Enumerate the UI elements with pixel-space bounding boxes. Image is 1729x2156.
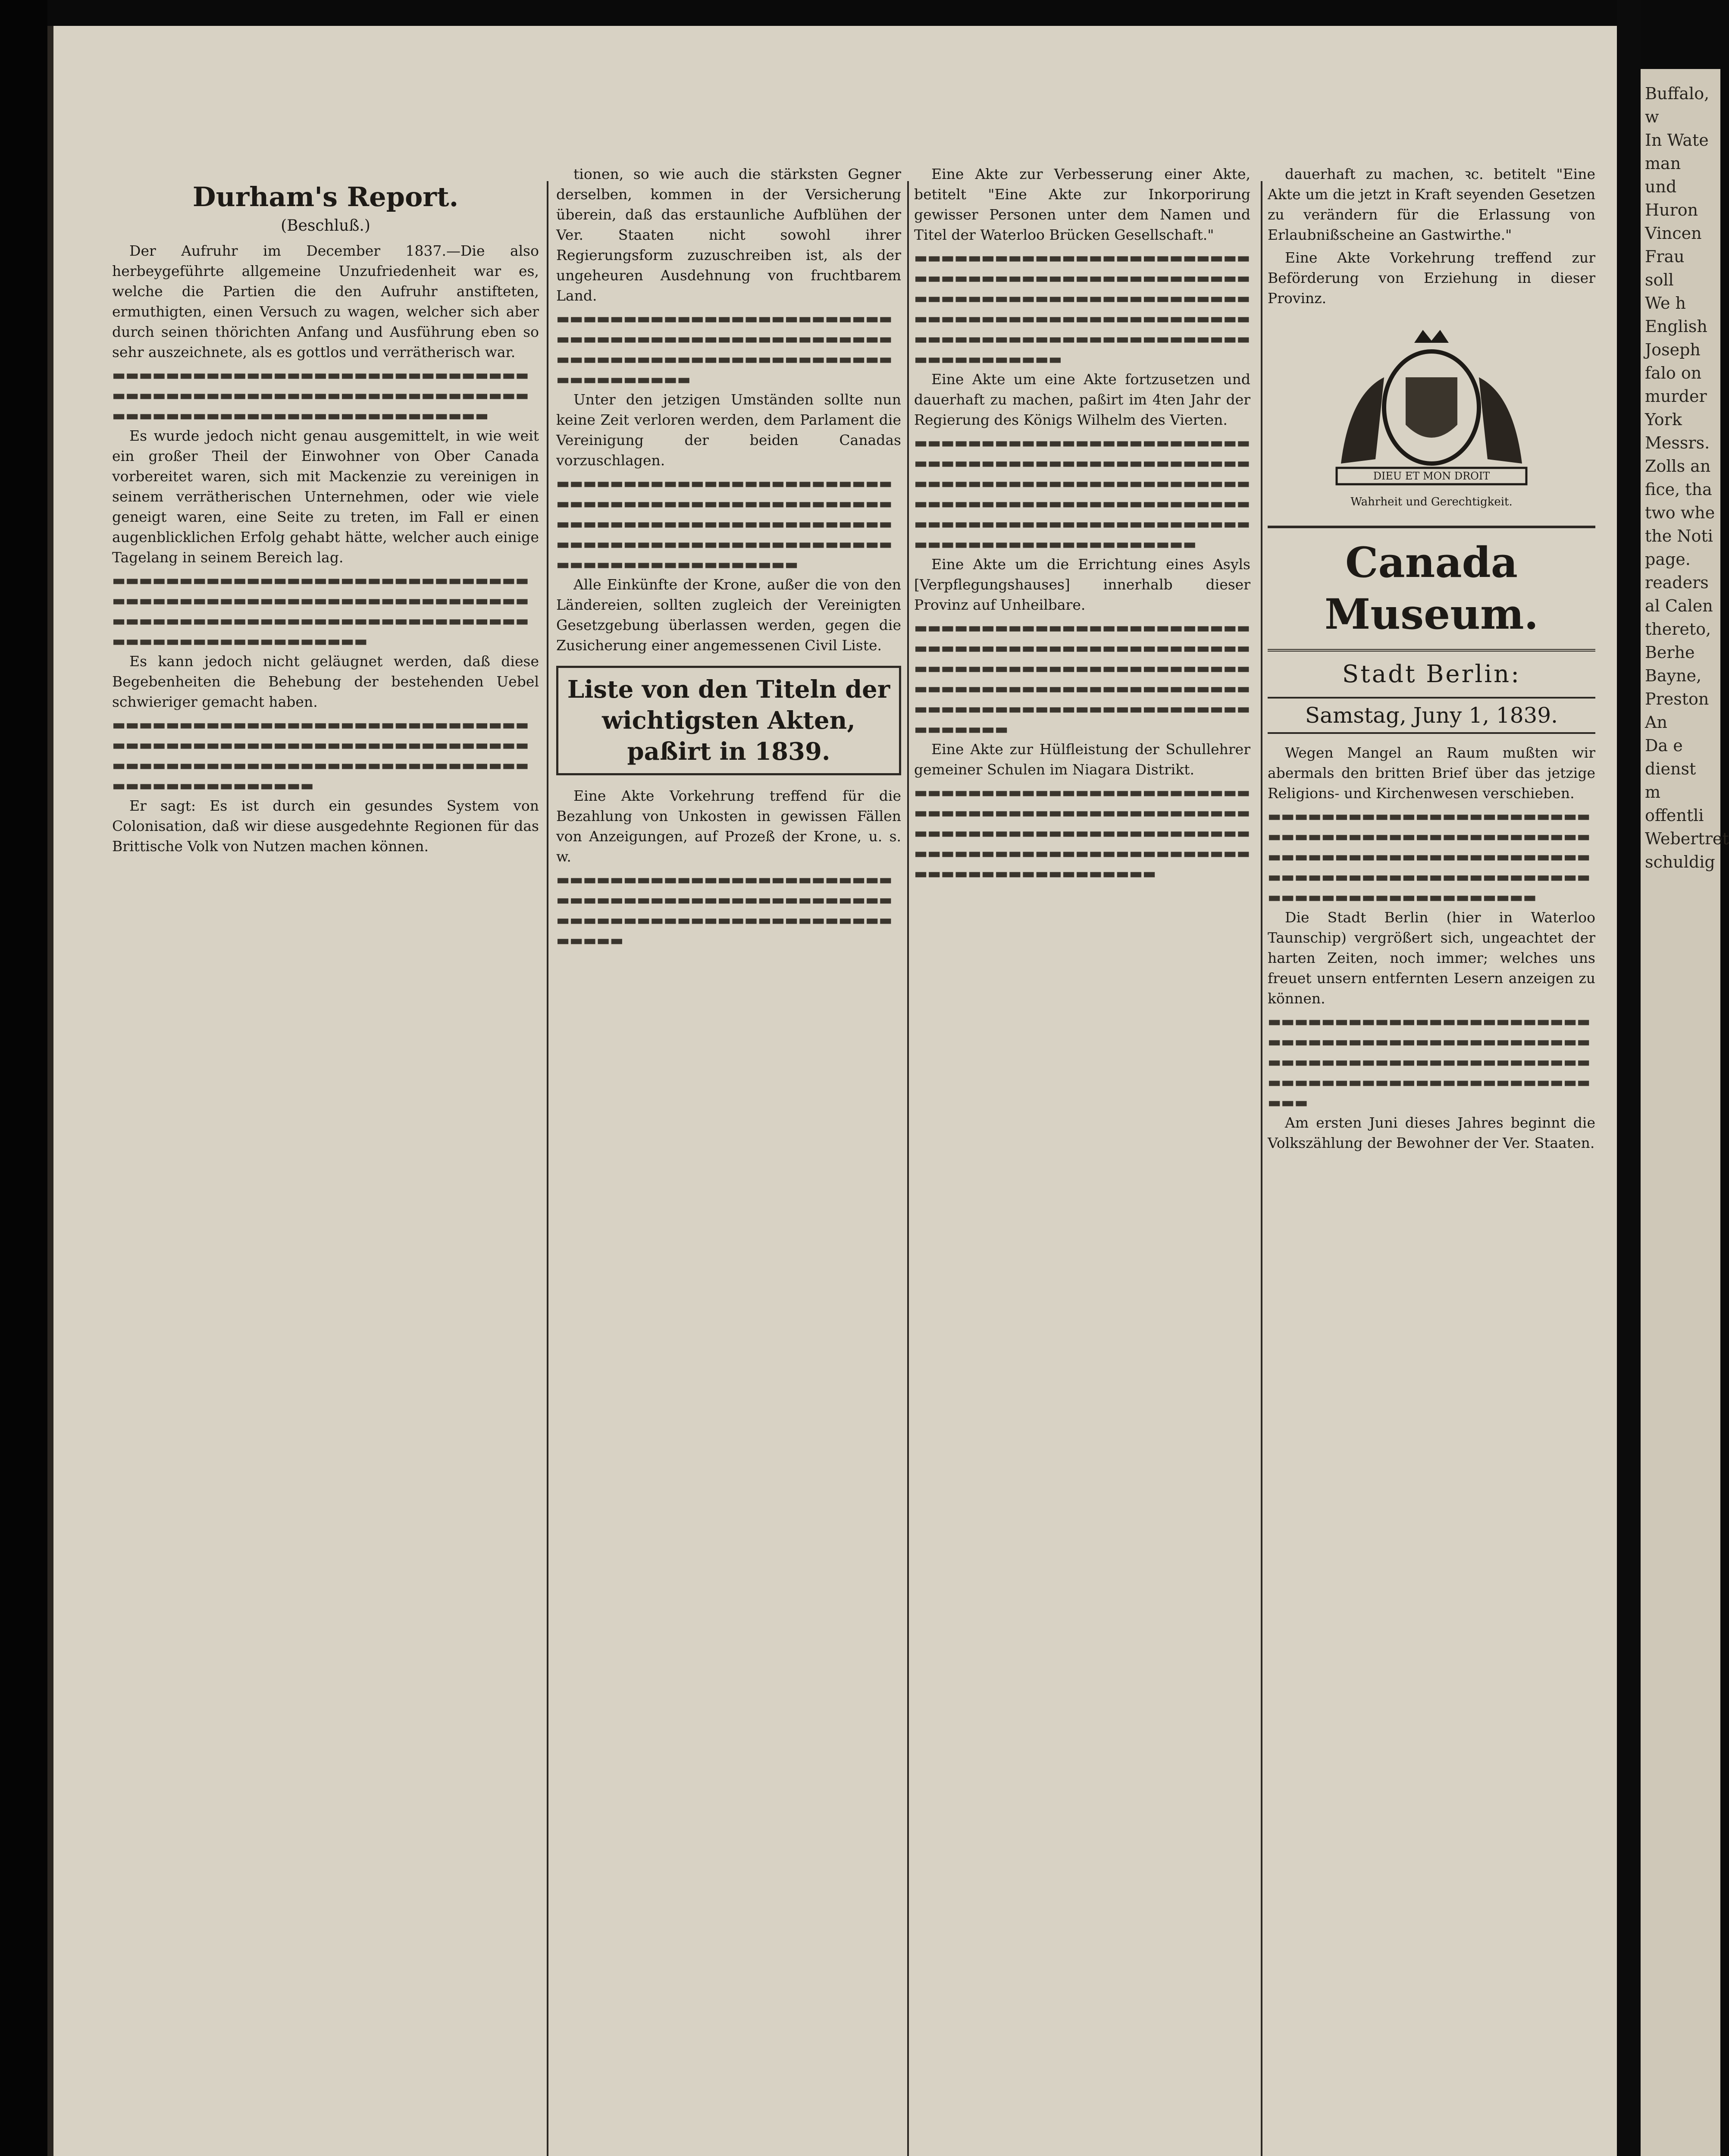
column-rule [907, 181, 909, 2156]
article-title: Durham's Report. [192, 181, 459, 213]
article-body-text: ▬▬▬▬▬▬▬▬▬▬▬▬▬▬▬▬▬▬▬▬▬▬▬▬▬▬▬▬▬▬▬▬▬▬▬▬▬▬▬▬▬▬▬▬▬▬▬▬▬▬▬▬▬▬▬▬▬▬▬▬▬▬▬▬▬▬▬▬▬▬▬▬▬▬▬▬▬▬▬▬▬▬▬▬▬▬▬▬▬▬▬▬▬▬▬▬▬▬▬▬▬▬▬▬▬▬▬▬▬▬▬▬▬▬▬▬ [1268, 808, 1591, 906]
article-body-text: ▬▬▬▬▬▬▬▬▬▬▬▬▬▬▬▬▬▬▬▬▬▬▬▬▬▬▬▬▬▬▬▬▬▬▬▬▬▬▬▬▬▬▬▬▬▬▬▬▬▬▬▬▬▬▬▬▬▬▬▬▬▬▬▬▬▬▬▬▬▬▬▬▬▬▬▬▬▬▬▬▬▬▬▬▬▬▬▬▬▬▬▬▬▬▬▬▬▬▬▬▬▬▬▬▬▬▬▬▬▬▬▬▬▬▬▬▬▬ [914, 784, 1250, 882]
article-body-text: ▬▬▬▬▬▬▬▬▬▬▬▬▬▬▬▬▬▬▬▬▬▬▬▬▬▬▬▬▬▬▬▬▬▬▬▬▬▬▬▬▬▬▬▬▬▬▬▬▬▬▬▬▬▬▬▬▬▬▬▬▬▬▬▬▬▬▬▬▬▬▬▬▬▬▬▬▬▬▬▬▬▬▬▬▬▬▬▬▬▬▬▬▬▬▬▬▬▬▬▬▬▬▬▬▬▬▬▬▬▬▬▬▬▬▬▬▬▬▬▬▬▬▬▬▬▬▬▬▬▬▬▬ [914, 619, 1250, 737]
article-paragraph: Der Aufruhr im December 1837.—Die also herbeygeführte allgemeine Unzufriedenheit war es, welche die Partien die den Aufruhr anstifteten, ermuthigten, einen Versuch zu wagen, welcher sich aber durch seinen thörichten Anfang und Ausführung eben so sehr auszeichnete, als es gottlos und verrätherisch war. [112, 242, 539, 360]
article-paragraph: Eine Akte zur Verbesserung einer Akte, betitelt "Eine Akte zur Inkorporirung gewisser Personen unter dem Namen und Titel der Waterloo Brücken Gesellschaft." [914, 166, 1250, 243]
column-4 [1268, 164, 1595, 2156]
article-paragraph: Eine Akte um eine Akte fortzusetzen und dauerhaft zu machen, paßirt im 4ten Jahr der Regierung des Königs Wilhelm des Vierten. [914, 371, 1250, 428]
column-2 [556, 164, 901, 2156]
article-body-text: ▬▬▬▬▬▬▬▬▬▬▬▬▬▬▬▬▬▬▬▬▬▬▬▬▬▬▬▬▬▬▬▬▬▬▬▬▬▬▬▬▬▬▬▬▬▬▬▬▬▬▬▬▬▬▬▬▬▬▬▬▬▬▬▬▬▬▬▬▬▬▬▬▬▬▬▬▬▬▬▬▬▬▬▬▬▬▬▬▬▬▬▬▬▬▬▬▬▬▬▬▬▬▬▬▬▬▬▬▬▬▬▬▬▬▬▬▬▬▬▬▬▬▬▬▬▬▬▬▬▬▬▬▬▬▬▬ [914, 249, 1250, 367]
newspaper-masthead: Canada Museum. [1268, 526, 1595, 652]
article-paragraph: tionen, so wie auch die stärksten Gegner derselben, kommen in der Versicherung überein, daß das erstaunliche Aufblühen der Ver. Staaten nicht sowohl ihrer Regierungsform zuzuschreiben ist, als der ungeheuren Ausdehnung von fruchtbarem Land. [556, 166, 901, 304]
adjacent-page-text: Buffalo, w In Wate man und Huron Vincen Frau soll We h English Joseph falo on murder York Messrs. Zolls an fice, tha two whe the Noti page. readers al Calen thereto, Berhe Bayne, Preston An Da e dienst m offentli Webertret schuldig [1645, 84, 1729, 871]
article-body-text: ▬▬▬▬▬▬▬▬▬▬▬▬▬▬▬▬▬▬▬▬▬▬▬▬▬▬▬▬▬▬▬▬▬▬▬▬▬▬▬▬▬▬▬▬▬▬▬▬▬▬▬▬▬▬▬▬▬▬▬▬▬▬▬▬▬▬▬▬▬▬▬▬▬▬▬▬▬▬▬▬▬▬▬▬▬▬▬▬▬▬▬▬▬▬▬▬▬▬▬▬▬▬▬▬▬▬▬▬▬▬▬▬▬▬▬▬▬▬▬▬▬▬▬▬▬▬▬▬▬▬▬▬▬▬▬▬▬▬▬▬▬▬▬▬▬▬ [914, 434, 1250, 552]
article-paragraph: dauerhaft zu machen, ꝛc. betitelt "Eine Akte um die jetzt in Kraft seyenden Gesetzen zu verändern für die Erlassung von Erlaubnißscheine an Gastwirthe." [1268, 166, 1595, 243]
article-paragraph: Es kann jedoch nicht geläugnet werden, daß diese Begebenheiten die Behebung der bestehenden Uebel schwieriger gemacht haben. [112, 653, 539, 710]
article-paragraph: Eine Akte zur Hülfleistung der Schullehrer gemeiner Schulen im Niagara Distrikt. [914, 741, 1250, 778]
article-body-text: ▬▬▬▬▬▬▬▬▬▬▬▬▬▬▬▬▬▬▬▬▬▬▬▬▬▬▬▬▬▬▬▬▬▬▬▬▬▬▬▬▬▬▬▬▬▬▬▬▬▬▬▬▬▬▬▬▬▬▬▬▬▬▬▬▬▬▬▬▬▬▬▬▬▬▬▬▬▬▬▬ [556, 871, 893, 949]
article-paragraph: Eine Akte Vorkehrung treffend für die Bezahlung von Unkosten in gewissen Fällen von Anzeigungen, auf Prozeß der Krone, u. s. w. [556, 787, 901, 865]
article-paragraph: Am ersten Juni dieses Jahres beginnt die Volkszählung der Bewohner der Ver. Staaten. [1268, 1114, 1595, 1151]
article-paragraph: Es wurde jedoch nicht genau ausgemittelt, in wie weit ein großer Theil der Einwohner von Ober Canada vorbereitet waren, sich mit Mackenzie zu vereinigen in seinem verrätherischen Unternehmen, oder wie viele geneigt waren, eine Seite zu treten, im Fall er einen augenblicklichen Erfolg gehabt hätte, welcher auch einige Tagelang in seinem Bereich lag. [112, 427, 539, 566]
crest-motto: DIEU ET MON DROIT [1373, 470, 1490, 482]
adjacent-page-strip [1641, 69, 1729, 2156]
list-heading: Liste von den Titeln der wichtigsten Akten, paßirt in 1839. [567, 675, 890, 766]
dateline-place: Stadt Berlin: [1342, 660, 1521, 688]
column-3 [914, 164, 1250, 2156]
article-body-text: ▬▬▬▬▬▬▬▬▬▬▬▬▬▬▬▬▬▬▬▬▬▬▬▬▬▬▬▬▬▬▬▬▬▬▬▬▬▬▬▬▬▬▬▬▬▬▬▬▬▬▬▬▬▬▬▬▬▬▬▬▬▬▬▬▬▬▬▬▬▬▬▬▬▬▬▬▬▬▬▬▬▬▬▬▬ [556, 310, 893, 388]
article-body-text: ▬▬▬▬▬▬▬▬▬▬▬▬▬▬▬▬▬▬▬▬▬▬▬▬▬▬▬▬▬▬▬▬▬▬▬▬▬▬▬▬▬▬▬▬▬▬▬▬▬▬▬▬▬▬▬▬▬▬▬▬▬▬▬▬▬▬▬▬▬▬▬▬▬▬▬▬▬▬▬▬▬▬▬▬▬▬▬▬▬▬▬▬▬▬▬▬▬▬▬▬▬▬▬▬▬▬▬▬ [112, 716, 529, 794]
article-body-text: ▬▬▬▬▬▬▬▬▬▬▬▬▬▬▬▬▬▬▬▬▬▬▬▬▬▬▬▬▬▬▬▬▬▬▬▬▬▬▬▬▬▬▬▬▬▬▬▬▬▬▬▬▬▬▬▬▬▬▬▬▬▬▬▬▬▬▬▬▬▬▬▬▬▬▬▬▬▬▬▬▬▬▬▬▬▬▬▬▬▬▬▬▬▬▬▬▬▬▬ [1268, 1013, 1591, 1111]
article-body-text: ▬▬▬▬▬▬▬▬▬▬▬▬▬▬▬▬▬▬▬▬▬▬▬▬▬▬▬▬▬▬▬▬▬▬▬▬▬▬▬▬▬▬▬▬▬▬▬▬▬▬▬▬▬▬▬▬▬▬▬▬▬▬▬▬▬▬▬▬▬▬▬▬▬▬▬▬▬▬▬▬▬▬▬▬▬▬▬▬▬▬▬▬▬▬▬▬▬▬▬▬▬▬▬▬▬▬▬▬▬▬▬▬▬▬▬▬▬▬ [556, 475, 893, 573]
article-paragraph: Alle Einkünfte der Krone, außer die von den Ländereien, sollten zugleich der Vereinigten Gesetzgebung überlassen werden, gegen die Zusicherung einer angemessenen Civil Liste. [556, 576, 901, 654]
scan-border-left [0, 0, 47, 2156]
article-body-text: ▬▬▬▬▬▬▬▬▬▬▬▬▬▬▬▬▬▬▬▬▬▬▬▬▬▬▬▬▬▬▬▬▬▬▬▬▬▬▬▬▬▬▬▬▬▬▬▬▬▬▬▬▬▬▬▬▬▬▬▬▬▬▬▬▬▬▬▬▬▬▬▬▬▬▬▬▬▬▬▬▬▬▬▬▬▬▬▬▬▬ [112, 367, 529, 424]
tagline: Wahrheit und Gerechtigkeit. [1350, 495, 1513, 508]
article-body-text: ▬▬▬▬▬▬▬▬▬▬▬▬▬▬▬▬▬▬▬▬▬▬▬▬▬▬▬▬▬▬▬▬▬▬▬▬▬▬▬▬▬▬▬▬▬▬▬▬▬▬▬▬▬▬▬▬▬▬▬▬▬▬▬▬▬▬▬▬▬▬▬▬▬▬▬▬▬▬▬▬▬▬▬▬▬▬▬▬▬▬▬▬▬▬▬▬▬▬▬▬▬▬▬▬▬▬▬▬▬▬▬▬ [112, 572, 529, 649]
article-paragraph: Die Stadt Berlin (hier in Waterloo Taunschip) vergrößert sich, ungeachtet der harten Zeiten, noch immer; welches uns freuet unsern entfernten Lesern anzeigen zu können. [1268, 909, 1595, 1007]
column-rule [1261, 181, 1262, 2156]
article-paragraph: Eine Akte Vorkehrung treffend zur Beförderung von Erziehung in dieser Provinz. [1268, 249, 1595, 307]
list-heading-box [556, 666, 901, 775]
article-paragraph: Unter den jetzigen Umständen sollte nun keine Zeit verloren werden, dem Parlament die Vereinigung der beiden Canadas vorzuschlagen. [556, 391, 901, 469]
article-paragraph: Eine Akte um die Errichtung eines Asyls [Verpflegungshauses] innerhalb dieser Provinz auf Unheilbare. [914, 556, 1250, 613]
issue-date: Samstag, Juny 1, 1839. [1268, 697, 1595, 734]
royal-coat-of-arms-icon [1311, 317, 1552, 494]
article-paragraph: Wegen Mangel an Raum mußten wir abermals den britten Brief über das jetzige Religions- und Kirchenwesen verschieben. [1268, 744, 1595, 802]
page-gutter [1617, 0, 1641, 2156]
article-subtitle: (Beschluß.) [281, 217, 370, 235]
column-1 [112, 164, 539, 2156]
article-paragraph: Er sagt: Es ist durch ein gesundes System von Colonisation, daß wir diese ausgedehnte Regionen für das Brittische Volk von Nutzen machen können. [112, 797, 539, 855]
column-rule [547, 181, 548, 2156]
